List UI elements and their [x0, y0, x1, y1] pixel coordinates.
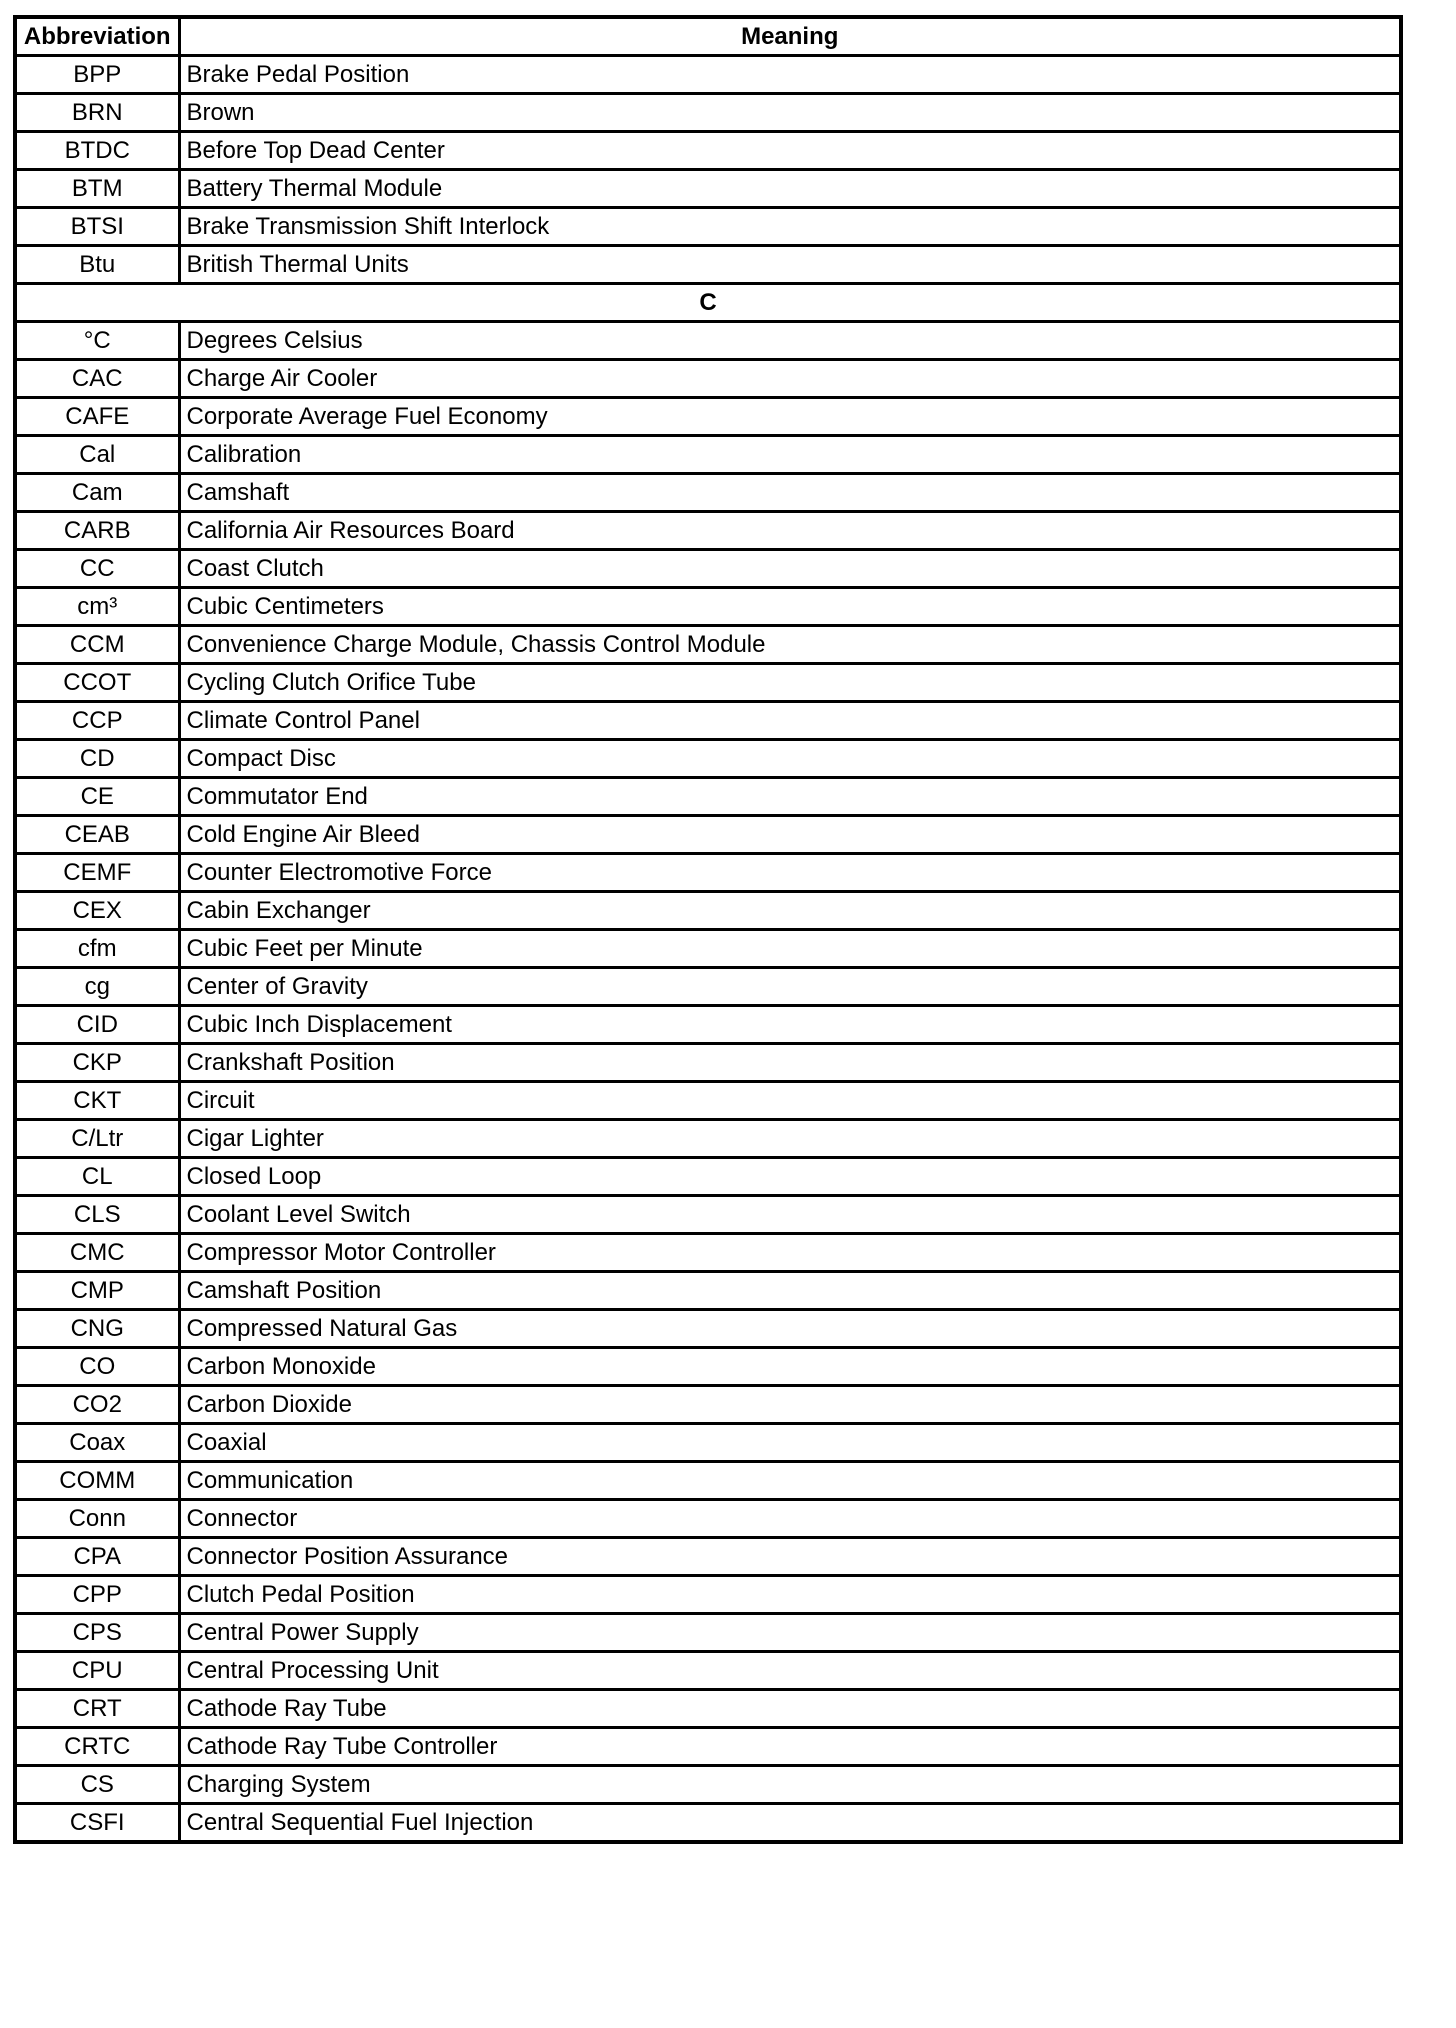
meaning-cell: Carbon Dioxide	[179, 1386, 1401, 1424]
table-row	[15, 1766, 1401, 1804]
meaning-cell: Counter Electromotive Force	[179, 854, 1401, 892]
meaning-cell: Charging System	[179, 1766, 1401, 1804]
table-row	[15, 208, 1401, 246]
table-row	[15, 1158, 1401, 1196]
abbreviation-cell: CEX	[15, 892, 179, 930]
abbreviation-cell: cm³	[15, 588, 179, 626]
table-row	[15, 360, 1401, 398]
table-row	[15, 1804, 1401, 1843]
abbreviation-cell: Coax	[15, 1424, 179, 1462]
abbreviation-cell: CID	[15, 1006, 179, 1044]
abbreviation-cell: BTSI	[15, 208, 179, 246]
abbreviation-cell: CO	[15, 1348, 179, 1386]
header-meaning: Meaning	[179, 17, 1401, 56]
meaning-cell: Central Sequential Fuel Injection	[179, 1804, 1401, 1843]
meaning-cell: Charge Air Cooler	[179, 360, 1401, 398]
abbreviation-cell: CLS	[15, 1196, 179, 1234]
abbreviation-cell: CARB	[15, 512, 179, 550]
abbreviation-cell: °C	[15, 322, 179, 360]
meaning-cell: Cold Engine Air Bleed	[179, 816, 1401, 854]
table-row	[15, 94, 1401, 132]
abbreviation-cell: CCM	[15, 626, 179, 664]
abbreviation-cell: CKT	[15, 1082, 179, 1120]
abbreviation-cell: CPS	[15, 1614, 179, 1652]
table-row	[15, 1348, 1401, 1386]
abbreviation-cell: CEAB	[15, 816, 179, 854]
section-letter: C	[15, 284, 1401, 322]
abbreviation-cell: BRN	[15, 94, 179, 132]
abbreviation-cell: CPA	[15, 1538, 179, 1576]
meaning-cell: Compressed Natural Gas	[179, 1310, 1401, 1348]
meaning-cell: Cabin Exchanger	[179, 892, 1401, 930]
meaning-cell: Connector	[179, 1500, 1401, 1538]
meaning-cell: Camshaft Position	[179, 1272, 1401, 1310]
abbreviation-cell: CNG	[15, 1310, 179, 1348]
table-row	[15, 664, 1401, 702]
table-row	[15, 1044, 1401, 1082]
table-row	[15, 1082, 1401, 1120]
abbreviation-cell: Cam	[15, 474, 179, 512]
table-row	[15, 436, 1401, 474]
abbreviation-cell: Btu	[15, 246, 179, 284]
table-row	[15, 1120, 1401, 1158]
abbreviation-cell: BTDC	[15, 132, 179, 170]
abbreviation-cell: CC	[15, 550, 179, 588]
meaning-cell: Closed Loop	[179, 1158, 1401, 1196]
abbreviation-cell: COMM	[15, 1462, 179, 1500]
table-row	[15, 816, 1401, 854]
abbreviation-cell: CPP	[15, 1576, 179, 1614]
table-row	[15, 778, 1401, 816]
table-row	[15, 1386, 1401, 1424]
abbreviation-cell: C/Ltr	[15, 1120, 179, 1158]
meaning-cell: Coolant Level Switch	[179, 1196, 1401, 1234]
abbreviation-cell: CCP	[15, 702, 179, 740]
section-header-row	[15, 284, 1401, 322]
header-abbreviation: Abbreviation	[15, 17, 179, 56]
meaning-cell: Camshaft	[179, 474, 1401, 512]
meaning-cell: Carbon Monoxide	[179, 1348, 1401, 1386]
table-row	[15, 1310, 1401, 1348]
table-row	[15, 170, 1401, 208]
table-row	[15, 1234, 1401, 1272]
table-row	[15, 1196, 1401, 1234]
meaning-cell: Compressor Motor Controller	[179, 1234, 1401, 1272]
meaning-cell: Coaxial	[179, 1424, 1401, 1462]
table-row	[15, 740, 1401, 778]
abbreviation-cell: CS	[15, 1766, 179, 1804]
abbreviation-cell: CMC	[15, 1234, 179, 1272]
meaning-cell: Communication	[179, 1462, 1401, 1500]
table-row	[15, 1614, 1401, 1652]
table-row	[15, 702, 1401, 740]
meaning-cell: Crankshaft Position	[179, 1044, 1401, 1082]
meaning-cell: Circuit	[179, 1082, 1401, 1120]
meaning-cell: Cubic Centimeters	[179, 588, 1401, 626]
meaning-cell: Connector Position Assurance	[179, 1538, 1401, 1576]
abbreviation-cell: CE	[15, 778, 179, 816]
meaning-cell: Climate Control Panel	[179, 702, 1401, 740]
table-row	[15, 1424, 1401, 1462]
abbreviation-cell: CO2	[15, 1386, 179, 1424]
meaning-cell: California Air Resources Board	[179, 512, 1401, 550]
section-c	[15, 284, 1401, 322]
table-row	[15, 1728, 1401, 1766]
meaning-cell: Brake Pedal Position	[179, 56, 1401, 94]
table-row	[15, 474, 1401, 512]
table-row	[15, 1462, 1401, 1500]
meaning-cell: Before Top Dead Center	[179, 132, 1401, 170]
table-row	[15, 626, 1401, 664]
meaning-cell: Battery Thermal Module	[179, 170, 1401, 208]
meaning-cell: Convenience Charge Module, Chassis Control Module	[179, 626, 1401, 664]
meaning-cell: Corporate Average Fuel Economy	[179, 398, 1401, 436]
table-row	[15, 930, 1401, 968]
table-header-row	[15, 17, 1401, 56]
abbreviation-cell: Cal	[15, 436, 179, 474]
abbreviation-cell: CKP	[15, 1044, 179, 1082]
abbreviation-cell: CMP	[15, 1272, 179, 1310]
meaning-cell: Center of Gravity	[179, 968, 1401, 1006]
abbreviation-cell: CSFI	[15, 1804, 179, 1843]
meaning-cell: Cigar Lighter	[179, 1120, 1401, 1158]
table-row	[15, 1576, 1401, 1614]
abbreviation-cell: cg	[15, 968, 179, 1006]
table-row	[15, 1500, 1401, 1538]
meaning-cell: Degrees Celsius	[179, 322, 1401, 360]
abbreviation-cell: CL	[15, 1158, 179, 1196]
table-row	[15, 132, 1401, 170]
table-row	[15, 854, 1401, 892]
abbreviation-cell: CEMF	[15, 854, 179, 892]
meaning-cell: British Thermal Units	[179, 246, 1401, 284]
meaning-cell: Cycling Clutch Orifice Tube	[179, 664, 1401, 702]
table-row	[15, 588, 1401, 626]
abbreviation-cell: CCOT	[15, 664, 179, 702]
abbreviation-cell: CAC	[15, 360, 179, 398]
meaning-cell: Clutch Pedal Position	[179, 1576, 1401, 1614]
abbreviation-cell: CPU	[15, 1652, 179, 1690]
table-row	[15, 892, 1401, 930]
meaning-cell: Commutator End	[179, 778, 1401, 816]
abbreviation-cell: CAFE	[15, 398, 179, 436]
table-row	[15, 398, 1401, 436]
rows-before-section	[15, 56, 1401, 284]
table-row	[15, 1272, 1401, 1310]
meaning-cell: Cathode Ray Tube Controller	[179, 1728, 1401, 1766]
meaning-cell: Brown	[179, 94, 1401, 132]
table-row	[15, 56, 1401, 94]
meaning-cell: Cubic Feet per Minute	[179, 930, 1401, 968]
abbreviation-cell: cfm	[15, 930, 179, 968]
meaning-cell: Compact Disc	[179, 740, 1401, 778]
table-row	[15, 968, 1401, 1006]
abbreviation-table	[13, 15, 1403, 1844]
table-row	[15, 1690, 1401, 1728]
table-row	[15, 1538, 1401, 1576]
abbreviation-cell: CRT	[15, 1690, 179, 1728]
table-row	[15, 512, 1401, 550]
meaning-cell: Coast Clutch	[179, 550, 1401, 588]
table-row	[15, 1006, 1401, 1044]
abbreviation-cell: CRTC	[15, 1728, 179, 1766]
table-row	[15, 550, 1401, 588]
meaning-cell: Cathode Ray Tube	[179, 1690, 1401, 1728]
meaning-cell: Cubic Inch Displacement	[179, 1006, 1401, 1044]
table-row	[15, 322, 1401, 360]
meaning-cell: Central Power Supply	[179, 1614, 1401, 1652]
meaning-cell: Calibration	[179, 436, 1401, 474]
abbreviation-cell: Conn	[15, 1500, 179, 1538]
table-row	[15, 246, 1401, 284]
meaning-cell: Central Processing Unit	[179, 1652, 1401, 1690]
abbreviation-cell: BTM	[15, 170, 179, 208]
rows-after-section	[15, 322, 1401, 1843]
abbreviation-cell: BPP	[15, 56, 179, 94]
abbreviation-cell: CD	[15, 740, 179, 778]
meaning-cell: Brake Transmission Shift Interlock	[179, 208, 1401, 246]
table-row	[15, 1652, 1401, 1690]
